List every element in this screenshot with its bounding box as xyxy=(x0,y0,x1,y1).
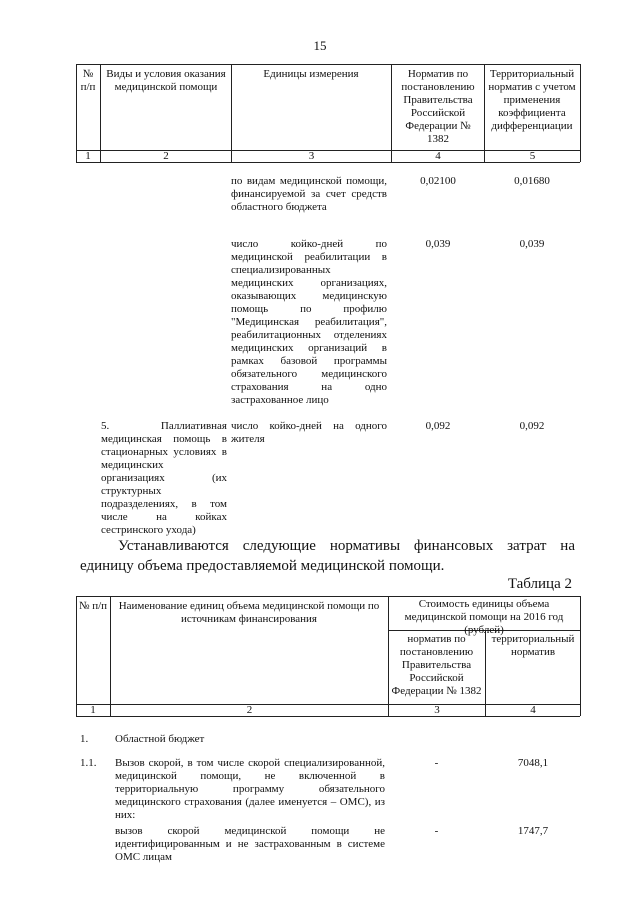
table2-colnum-3: 3 xyxy=(434,704,440,716)
row-norm: - xyxy=(434,757,439,769)
row-unit: число койко-дней по медицинской реабилитации в специализированных медицинских организациях, оказывающих медицинскую помощь по профилю "Медицинская реабилитация", реабилитационных отделениях медицинских организаций в рамках базовой программы обязательного медицинского страхования на одно застрахованное лицо xyxy=(231,238,387,406)
row-name: вызов скорой медицинской помощи не идентифицированным и не застрахованным в системе ОМС лицам xyxy=(115,825,385,863)
table2-header-norm: норматив по постановлению Правительства Российской Федерации № 1382 xyxy=(391,633,482,697)
table1-header-norm: Норматив по постановлению Правительства Российской Федерации № 1382 xyxy=(401,68,475,145)
row-norm: - xyxy=(434,825,439,837)
row-unit: по видам медицинской помощи, финансируемой за счет средств областного бюджета xyxy=(231,175,387,213)
table1-header-num: № п/п xyxy=(80,68,96,93)
table1-colnum-5: 5 xyxy=(529,150,536,162)
table1-colnum-3: 3 xyxy=(308,150,315,162)
table2-header-name: Наименование единиц объема медицинской помощи по источникам финансирования xyxy=(118,600,380,625)
row-terr: 0,01680 xyxy=(514,175,550,187)
table2-label: Таблица 2 xyxy=(507,576,572,592)
table1-colnum-2: 2 xyxy=(163,150,169,162)
row-name: Вызов скорой, в том числе скорой специализированной, медицинской помощи, не включенной в территориальную программу обязательного медицинского страхования (далее именуется – ОМС), из них: xyxy=(115,757,385,821)
table1-header-terr: Территориальный норматив с учетом применения коэффициента дифференциации xyxy=(488,68,576,132)
table1-header-unit: Единицы измерения xyxy=(263,68,359,80)
row-num: 1.1. xyxy=(80,757,97,769)
table2-header-group: Стоимость единицы объема медицинской помощи на 2016 год (рублей) xyxy=(404,598,564,636)
row-unit: число койко-дней на одного жителя xyxy=(231,420,387,445)
row-norm: 0,039 xyxy=(425,238,451,250)
table2-header-num: № п/п xyxy=(78,600,108,612)
row-name: Областной бюджет xyxy=(115,733,205,745)
table2-colnum-1: 1 xyxy=(90,704,96,716)
intro-paragraph: Устанавливаются следующие нормативы финансовых затрат на единицу объема предоставляемой медицинской помощи. xyxy=(80,538,575,574)
row-terr: 7048,1 xyxy=(517,757,549,769)
row-terr: 1747,7 xyxy=(517,825,549,837)
row-num: 1. xyxy=(80,733,89,745)
table1-header-type: Виды и условия оказания медицинской помощи xyxy=(106,68,226,93)
row-terr: 0,092 xyxy=(519,420,545,432)
row-terr: 0,039 xyxy=(519,238,545,250)
table2-colnum-2: 2 xyxy=(246,704,253,716)
table2-colnum-4: 4 xyxy=(530,704,536,716)
row-type: 5. Паллиативная медицинская помощь в стационарных условиях в медицинских организациях (их структурных подразделениях, в том числе на койках сестринского ухода) xyxy=(101,420,227,536)
page-number: 15 xyxy=(313,38,327,53)
row-norm: 0,02100 xyxy=(420,175,456,187)
table1-colnum-4: 4 xyxy=(435,150,441,162)
row-norm: 0,092 xyxy=(425,420,451,432)
table1-colnum-1: 1 xyxy=(85,150,91,162)
table2-header-terr: территориальный норматив xyxy=(491,633,575,658)
